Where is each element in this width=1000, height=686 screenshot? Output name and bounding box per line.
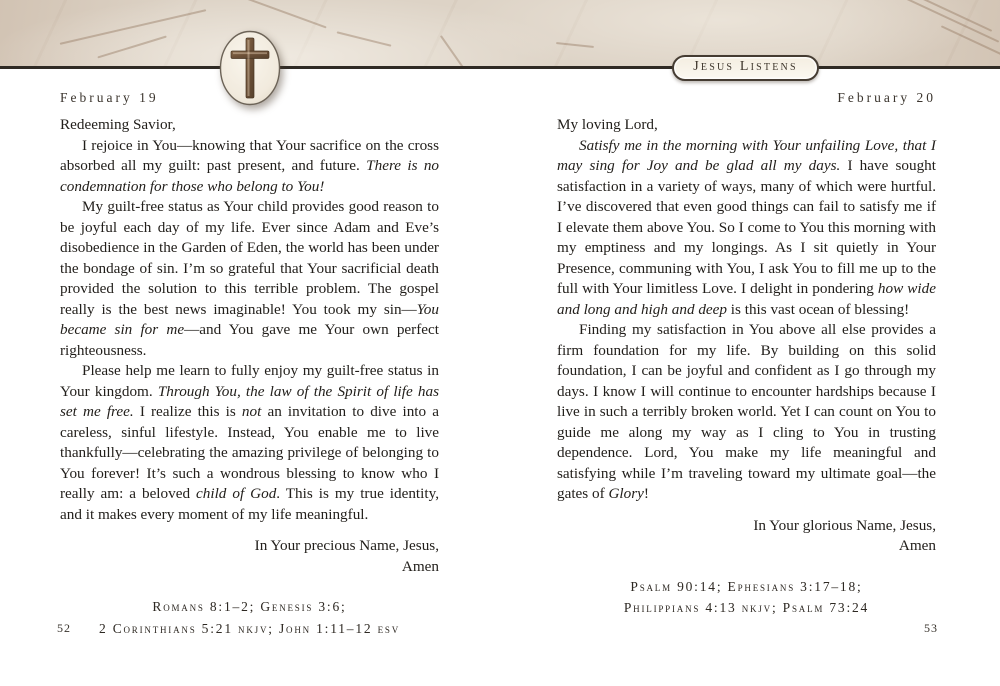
closing-line: In Your precious Name, Jesus, — [254, 537, 439, 554]
texture-streak — [556, 42, 594, 48]
body-paragraph: I rejoice in You—knowing that Your sacrifice on the cross absorbed all my guilt: past present, and future. There is no condemnation for those who belong to You! — [60, 136, 440, 195]
scripture-references — [557, 576, 936, 619]
closing-block — [60, 536, 439, 577]
closing-block — [557, 516, 936, 557]
body-paragraphs — [60, 136, 439, 526]
texture-streak — [440, 35, 465, 67]
page-date-right: February 20 — [837, 90, 936, 105]
left-page-column — [60, 115, 439, 639]
body-paragraph: My guilt-free status as Your child provides good reason to be joyful each day of my life. Ever since Adam and Eve’s disobedience in the Garden of Eden, the world has been under the bondage of sin. I’m so grateful that Your sacrificial death provided the solution to this terrible problem. The gospel really is the best news imaginable! You took my sin—You became sin for me—and You gave me Your own perfect righteousness. — [60, 198, 439, 359]
closing-line: Amen — [898, 537, 936, 554]
band-rule — [0, 66, 1000, 69]
page-number-left: 52 — [57, 621, 71, 635]
body-paragraphs — [557, 136, 936, 505]
cross-icon — [219, 30, 281, 106]
book-title: Jesus Listens — [693, 59, 798, 74]
reference-line: Psalm 90:14; Ephesians 3:17–18; — [630, 578, 863, 594]
salutation: Redeeming Savior, — [60, 116, 176, 133]
closing-line: Amen — [401, 557, 439, 575]
texture-streak — [213, 0, 326, 28]
salutation: My loving Lord, — [557, 116, 658, 133]
page-number-right: 53 — [924, 621, 938, 635]
scripture-references — [60, 596, 439, 639]
page-date-left: February 19 — [60, 90, 159, 105]
reference-line: 2 Corinthians 5:21 nkjv; John 1:11–12 esv — [98, 620, 401, 636]
texture-streak — [97, 36, 166, 58]
texture-streak — [901, 0, 1000, 42]
right-page-column — [557, 115, 936, 619]
closing-line: In Your glorious Name, Jesus, — [753, 516, 936, 534]
body-paragraph: Satisfy me in the morning with Your unfailing Love, that I may sing for Joy and be glad all my days. I have sought satisfaction in a variety of ways, many of which were hurtful. I’ve discovered that even good things can fail to satisfy me if I elevate them above You. So I come to You this morning with my emptiness and my longings. As I sit quietly in Your Presence, communing with You, I ask You to fill me up to the full with Your limitless Love. I delight in pondering how wide and long and high and deep is this vast ocean of blessing! — [557, 136, 936, 318]
texture-streak — [337, 31, 392, 46]
body-paragraph: Please help me learn to fully enjoy my guilt-free status in Your kingdom. Through You, the law of the Spirit of life has set me free. I realize this is not an invitation to dive into a careless, sinful lifestyle. Instead, You enable me to live thankfully—celebrating the amazing privilege of belonging to You forever! It’s such a wondrous blessing to know who I really am: a beloved child of God. This is my true identity, and it makes every moment of my life meaningful. — [60, 362, 439, 523]
book-title-badge — [672, 55, 819, 81]
body-paragraph: Finding my satisfaction in You above all else provides a firm foundation for my life. By building on this solid foundation, I can be joyful and confident as I go through my days. I know I will continue to encounter hardships because I live in such a terribly broken world. Yet I can count on You to guide me along my way as I cling to You in trusting dependence. Lord, You make my life meaningful and satisfying while I’m traveling toward my ultimate goal—the gates of Glory! — [557, 321, 936, 502]
reference-line: Philippians 4:13 nkjv; Psalm 73:24 — [623, 600, 870, 615]
header-band — [0, 0, 1000, 67]
texture-streak — [60, 9, 207, 45]
cross-medallion — [219, 30, 281, 106]
reference-line: Romans 8:1–2; Genesis 3:6; — [152, 599, 347, 614]
texture-streak — [872, 0, 992, 32]
